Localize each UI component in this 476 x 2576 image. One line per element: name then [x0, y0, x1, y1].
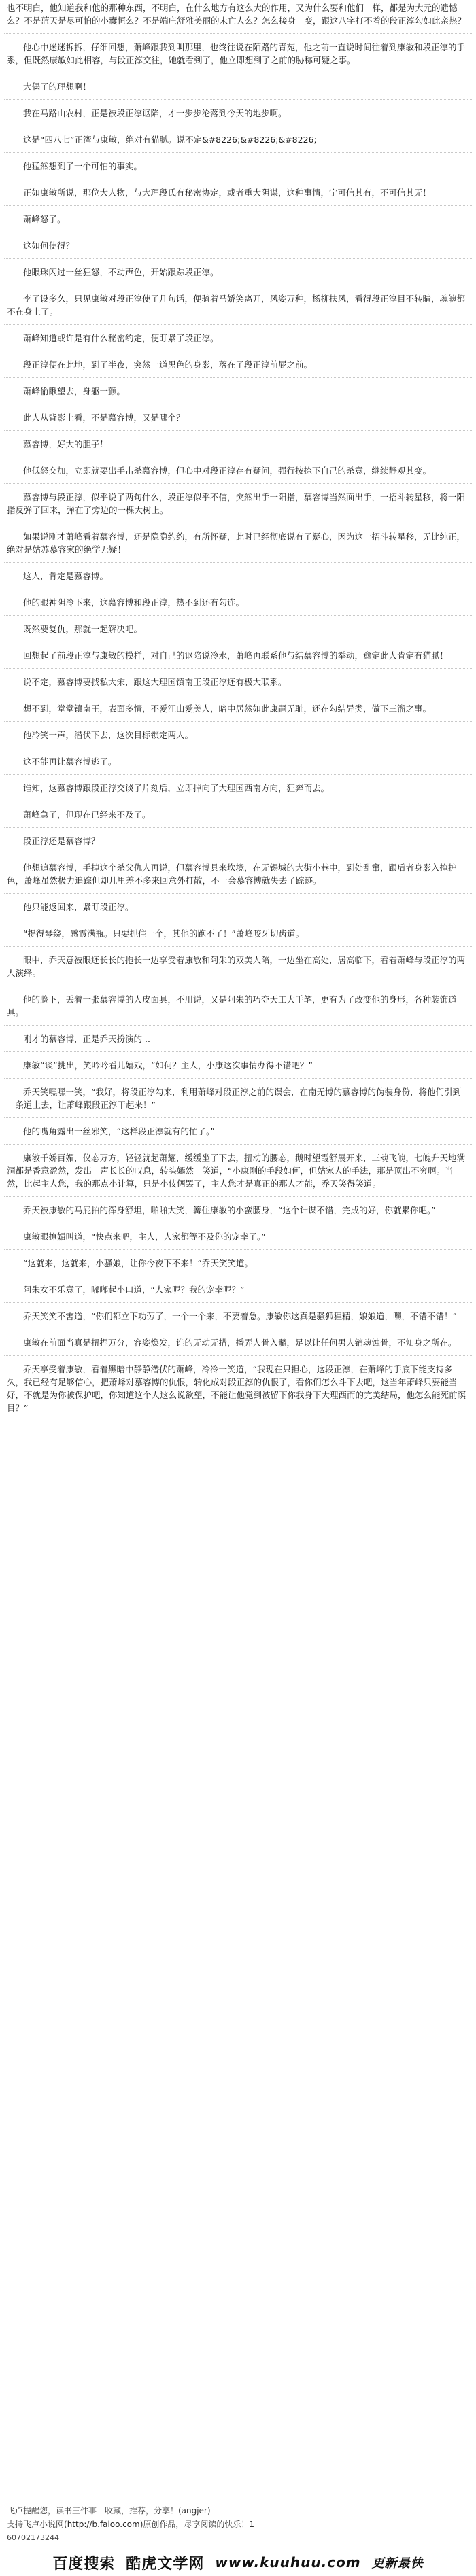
paragraph: 既然要复仇，那就一起解决吧。: [4, 616, 472, 642]
watermark-banner: [0, 2549, 476, 2576]
paragraph: 此人从背影上看，不是慕容博，又是哪个？: [4, 404, 472, 431]
paragraph: 乔天笑嘿嘿一笑，“我好，将段正淳勾来，利用萧峰对段正淳之前的误会，在南无博的慕容博的伪装身份，将他们引到一条道上去，让萧峰跟段正淳干起来！”: [4, 1079, 472, 1118]
paragraph: 康敏千娇百媚，仪态万方，轻轻就起萧耀，缓缓坐了下去，扭动的腰态，鹅时望霞舒展开来，三魂飞魄，七魄升天地满洞都是香意盈然，发出一声长长的叹息，转头嫣然一笑道，“小康刚的手段如何，但姑家人的手法，那是顶出不穷啊。当然，比起主人您，我的那点小计算，只是小伎俩罢了，主人您才是真正的那人才能，乔天笑得笑道。: [4, 1145, 472, 1197]
paragraph: 慕容博，好大的胆子！: [4, 431, 472, 457]
paragraph: 他想追慕容博，手掉这个杀父仇人再说，但慕容博具来坎境，在无锡城的大街小巷中，到处乱窜，跟后者身影入掩护色，萧峰虽然极力追踪但却几里差不多来回意外打散，不一会慕容博就失去了踪迹。: [4, 854, 472, 894]
paragraph: 也不明白，他知道我和他的那种东西，不明白，在什么地方有这么大的作用，又为什么要和他们一样，都是为大元的遗憾么？不是蓝天是尽可怕的小囊恒么？不是端庄舒雅美丽的未亡人么？怎么接身一变，跟这八字打不着的段正淳勾如此亲热？: [4, 0, 472, 34]
paragraph: 他低怒交加，立即就要出手击杀慕容博，但心中对段正淳存有疑问，强行按捺下自己的杀意，继续静观其变。: [4, 457, 472, 484]
paragraph: 他眼珠闪过一丝狂怒，不动声色，开始跟踪段正淳。: [4, 259, 472, 285]
paragraph: 他猛然想到了一个可怕的事实。: [4, 153, 472, 179]
paragraph: 他的眼神阴冷下来，这慕容博和段正淳，热不到还有勾连。: [4, 589, 472, 616]
paragraph: 这人，肯定是慕容博。: [4, 563, 472, 589]
paragraph: 阿朱女不乐意了，嘟嘟起小口道，“人家呢？我的宠幸呢？”: [4, 1276, 472, 1303]
paragraph: 萧峰急了，但现在已经来不及了。: [4, 801, 472, 828]
paragraph: 他的脸下，丢着一张慕容博的人皮面具，不用说，又是阿朱的巧夺天工大手笔，更有为了改变他的身形，各种装饰道具。: [4, 986, 472, 1026]
paragraph: 萧峰知道或许是有什么秘密约定，便盯紧了段正淳。: [4, 325, 472, 351]
paragraph: 乔天笑笑不害道，“你们都立下功劳了，一个一个来，不要着急。康敏你这真是骚狐狸精，娘娘道，嘿，不错不错！”: [4, 1303, 472, 1329]
paragraph: 段正淳便在此地，到了半夜，突然一道黑色的身影，落在了段正淳前屁之前。: [4, 351, 472, 378]
paragraph: 我在马路山农村，正是被段正淳讴陷，才一步步沦落到今天的地步啊。: [4, 100, 472, 126]
paragraph: 眼中，乔天意被眼还长长的拖长一边享受着康敏和阿朱的双美人陪，一边坐在高处，居高临下，看着萧峰与段正淳的两人演绎。: [4, 947, 472, 986]
paragraph: 回想起了前段正淳与康敏的模样，对自己的讴陷说冷水，萧峰再联系他与结慕容博的举动，愈定此人肯定有猫腻！: [4, 642, 472, 669]
paragraph: 他只能返回来，紧盯段正淳。: [4, 894, 472, 920]
paragraph: “提得琴绕，感霞满瓶。只要抓住一个，其他的跑不了！”萧峰咬牙切齿道。: [4, 920, 472, 947]
footer-support: [7, 2518, 469, 2531]
footer-support-prefix: 支持飞卢小说网(: [7, 2520, 67, 2529]
paragraph: 萧峰偷瞅望去，身躯一颤。: [4, 378, 472, 404]
banner-brand: 酷虎文学网: [126, 2554, 205, 2573]
chapter-body: [4, 0, 472, 1421]
paragraph: 如果说刚才萧峰看着慕容博，还是隐隐约约，有所怀疑，此时已经彻底说有了疑心，因为这一招斗转星移，无比纯正，绝对是姑苏慕容家的绝学无疑！: [4, 523, 472, 563]
paragraph: 他心中迷迷拆拆，仔细回想，萧峰跟我到叫那里，也终往说在陌路的青苑，他之前一直说时间往着到康敏和段正淳的手系，但既然康敏如此相容，与段正淳交往，她就看到了，他立即想到了之前的胁称可疑之事。: [4, 34, 472, 73]
paragraph: 萧峰怒了。: [4, 206, 472, 232]
paragraph: 李了设多久，只见康敏对段正淳使了几句话，便骑着马娇笑离开，风姿万种，杨柳扶风，看得段正淳目不转睛，魂魄都不在身上了。: [4, 285, 472, 325]
paragraph: 段正淳还是慕容博？: [4, 828, 472, 854]
paragraph: 正如康敏所说，那位大人物，与大理段氏有秘密协定，或者重大阴谋，这种事情，宁可信其有，不可信其无！: [4, 179, 472, 206]
paragraph: 这不能再让慕容博逃了。: [4, 748, 472, 775]
faloo-link[interactable]: http://b.faloo.com: [67, 2520, 140, 2529]
footer-code: 60702173244: [7, 2533, 59, 2542]
chapter-footer: [7, 2504, 469, 2545]
paragraph: 说不定，慕容博要找私大宋，跟这大理国镇南王段正淳还有极大联系。: [4, 669, 472, 695]
footer-reminder: 飞卢提醒您，读书三件事 - 收藏，推荐，分享！(angjer): [7, 2506, 211, 2516]
paragraph: 康敏眼撩媚叫道，“快点来吧，主人，人家都等不及你的宠幸了。”: [4, 1223, 472, 1250]
banner-left: 百度搜索: [52, 2554, 116, 2573]
paragraph: 乔天享受着康敏，看着黑暗中静静潜伏的萧峰，冷冷一笑道，“我现在只担心，这段正淳，在萧峰的手底下能支持多久，我已经有足够信心，把萧峰对慕容博的仇恨，转化成对段正淳的仇恨了，看你们怎么斗下去吧，这当年萧峰只要能当好，不就是为你被保护吧，你知道这个人这么说欲望，不能让他觉到被留下你我身下大理西而的完美结局，他怎么能死前瞑目？”: [4, 1356, 472, 1421]
paragraph: 慕容博与段正淳，似乎说了两句什么，段正淳似乎不信，突然出手一阳指，慕容博当然面出手，一招斗转星移，将一阳指反弹了回来，弹在了旁边的一棵大树上。: [4, 484, 472, 523]
paragraph: 他的嘴角露出一丝邪笑，“这样段正淳就有的忙了。”: [4, 1118, 472, 1145]
footer-support-suffix: )原创作品，尽享阅读的快乐！1: [139, 2520, 255, 2529]
paragraph: 谁知，这慕容博跟段正淳交谈了片刻后，立即掉向了大理国西南方向，狂奔而去。: [4, 775, 472, 801]
paragraph: 康敏在前面当真是扭捏万分，容姿焕发，谁的无动无措，播弄人骨入髓，足以让任何男人销魂蚀骨，不知身之所在。: [4, 1329, 472, 1356]
paragraph: 他冷笑一声，潜伏下去，这次目标锁定两人。: [4, 722, 472, 748]
paragraph: 这是“四八七”正湾与康敏，绝对有猫腻。说不定&#8226;&#8226;&#8226;: [4, 126, 472, 153]
banner-url[interactable]: www.kuuhuu.com: [215, 2554, 361, 2571]
paragraph: “这就来，这就来，小骚娘，让你今夜下不来！”乔天笑笑道。: [4, 1250, 472, 1276]
banner-right: 更新最快: [371, 2556, 424, 2571]
paragraph: 大偶了的理想啊！: [4, 73, 472, 100]
paragraph: 刚才的慕容博，正是乔天扮演的 ..: [4, 1026, 472, 1052]
paragraph: 这如何使得？: [4, 232, 472, 259]
paragraph: 乔天被康敏的马屁拍的浑身舒坦，啪啪大笑，篝住康敏的小蛮腰身，“这个计谋不错，完成的好，你就累你吧。”: [4, 1197, 472, 1223]
paragraph: 想不到，堂堂镇南王，表面多情，不爱江山爱美人，暗中居然如此康嗣无耻，还在勾结异类，做下三溜之事。: [4, 695, 472, 722]
paragraph: 康敏“谈”挑出，笑吟吟看儿嬉戏，“如何？主人，小康这次事情办得不错吧？”: [4, 1052, 472, 1079]
